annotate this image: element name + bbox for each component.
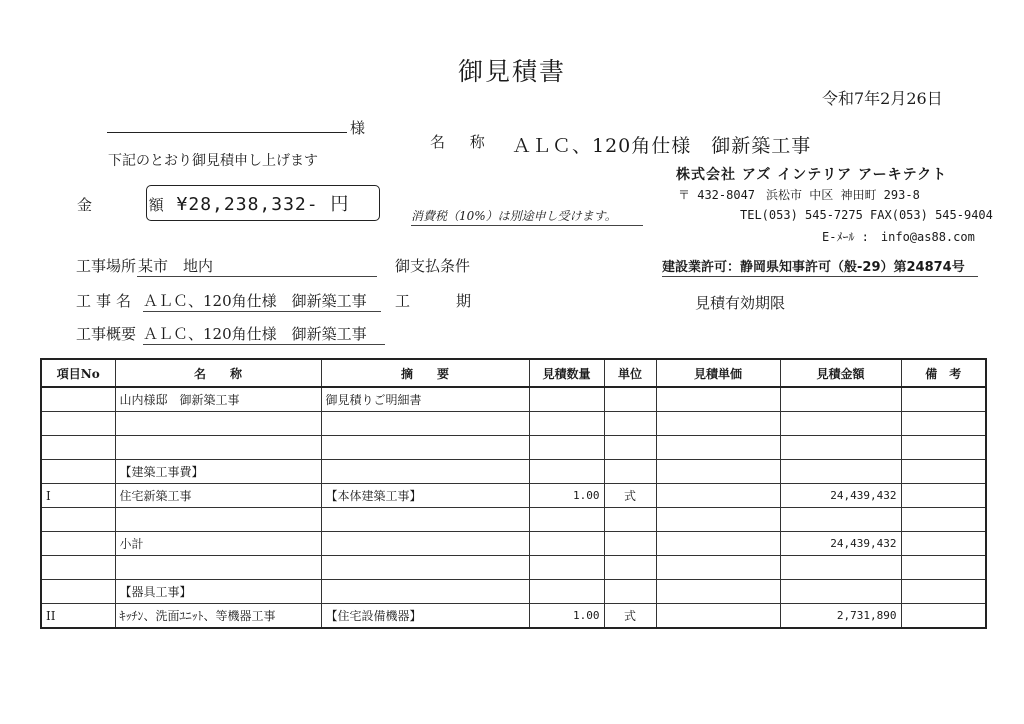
cell-unit — [604, 412, 656, 436]
site-label: 工事場所 — [76, 257, 137, 275]
cell-no — [41, 460, 115, 484]
cell-no — [41, 532, 115, 556]
cell-price — [656, 412, 780, 436]
company-postal: 〒 432-8047 — [678, 188, 756, 202]
cell-name — [115, 412, 321, 436]
work-name-underline — [143, 311, 381, 312]
table-row — [41, 604, 986, 629]
cell-amount: 2,731,890 — [780, 604, 901, 629]
cell-unit — [604, 436, 656, 460]
recipient-suffix: 様 — [350, 119, 366, 137]
table-header-row — [41, 359, 986, 387]
header-desc: 摘 要 — [321, 359, 529, 387]
cell-amount — [780, 580, 901, 604]
cell-name: 住宅新築工事 — [115, 484, 321, 508]
cell-desc — [321, 580, 529, 604]
cell-amount — [780, 436, 901, 460]
header-no: 項目No — [41, 359, 115, 387]
issue-date: 令和7年2月26日 — [822, 89, 943, 108]
license-underline — [662, 276, 978, 277]
cell-no — [41, 412, 115, 436]
cell-unit — [604, 580, 656, 604]
cell-remarks — [901, 484, 986, 508]
table-row — [41, 484, 986, 508]
table-row — [41, 436, 986, 460]
tax-note: 消費税（10%）は別途申し受けます。 — [411, 209, 617, 223]
cell-remarks — [901, 460, 986, 484]
summary-value: ＡＬＣ、120角仕様 御新築工事 — [143, 325, 367, 343]
cell-name — [115, 436, 321, 460]
cell-amount — [780, 508, 901, 532]
construction-license: 建設業許可：静岡県知事許可（般-29）第24874号 — [662, 260, 965, 275]
cell-desc — [321, 436, 529, 460]
validity-label: 見積有効期限 — [695, 294, 786, 312]
project-name: ＡＬＣ、120角仕様 御新築工事 — [512, 135, 812, 157]
document-title: 御見積書 — [457, 57, 566, 86]
period-label: 工期 — [395, 292, 518, 310]
cell-no — [41, 436, 115, 460]
company-telfax: TEL(053) 545-7275 FAX(053) 545-9404 — [740, 208, 993, 222]
header-amount: 見積金額 — [780, 359, 901, 387]
cell-qty — [529, 387, 604, 412]
cell-name: ｷｯﾁﾝ、洗面ﾕﾆｯﾄ、等機器工事 — [115, 604, 321, 629]
cell-amount — [780, 460, 901, 484]
cell-desc: 【住宅設備機器】 — [321, 604, 529, 629]
header-name: 名 称 — [115, 359, 321, 387]
cell-name — [115, 556, 321, 580]
cell-name: 【器具工事】 — [115, 580, 321, 604]
amount-label: 金 額 — [77, 196, 190, 214]
cell-name: 【建築工事費】 — [115, 460, 321, 484]
cell-remarks — [901, 508, 986, 532]
table-row — [41, 387, 986, 412]
cell-desc: 【本体建築工事】 — [321, 484, 529, 508]
cell-desc — [321, 508, 529, 532]
cell-remarks — [901, 580, 986, 604]
cell-remarks — [901, 556, 986, 580]
cell-unit — [604, 460, 656, 484]
cell-remarks — [901, 412, 986, 436]
cell-no — [41, 580, 115, 604]
header-qty: 見積数量 — [529, 359, 604, 387]
table-row — [41, 412, 986, 436]
intro-text: 下記のとおり御見積申し上げます — [108, 153, 318, 169]
cell-no — [41, 508, 115, 532]
table-row — [41, 556, 986, 580]
recipient-underline — [107, 132, 347, 133]
company-address: 浜松市 中区 神田町 293-8 — [766, 188, 920, 202]
summary-underline — [143, 344, 385, 345]
work-name-label: 工事名 — [76, 292, 137, 310]
cell-qty — [529, 580, 604, 604]
cell-unit: 式 — [604, 484, 656, 508]
site-value: 某市 地内 — [138, 257, 214, 275]
cell-amount — [780, 412, 901, 436]
cell-price — [656, 580, 780, 604]
table-row — [41, 532, 986, 556]
cell-remarks — [901, 436, 986, 460]
cell-price — [656, 484, 780, 508]
cell-amount — [780, 556, 901, 580]
cell-qty — [529, 412, 604, 436]
cell-amount — [780, 387, 901, 412]
cell-price — [656, 556, 780, 580]
cell-amount: 24,439,432 — [780, 484, 901, 508]
cell-amount: 24,439,432 — [780, 532, 901, 556]
cell-no: I — [41, 484, 115, 508]
project-name-label: 名 称 — [430, 133, 495, 151]
cell-unit — [604, 387, 656, 412]
cell-desc — [321, 556, 529, 580]
cell-price — [656, 508, 780, 532]
header-remarks: 備 考 — [901, 359, 986, 387]
cell-price — [656, 387, 780, 412]
total-amount: ¥28,238,332- 円 — [146, 185, 380, 221]
cell-remarks — [901, 532, 986, 556]
cell-desc — [321, 412, 529, 436]
cell-no — [41, 387, 115, 412]
cell-unit — [604, 556, 656, 580]
table-row — [41, 508, 986, 532]
cell-qty — [529, 436, 604, 460]
cell-qty — [529, 532, 604, 556]
cell-desc: 御見積りご明細書 — [321, 387, 529, 412]
cell-price — [656, 436, 780, 460]
cell-unit: 式 — [604, 604, 656, 629]
cell-price — [656, 460, 780, 484]
estimate-table — [40, 358, 987, 629]
cell-desc — [321, 460, 529, 484]
cell-no: II — [41, 604, 115, 629]
summary-label: 工事概要 — [76, 325, 137, 343]
cell-qty — [529, 460, 604, 484]
cell-unit — [604, 532, 656, 556]
cell-unit — [604, 508, 656, 532]
cell-qty: 1.00 — [529, 484, 604, 508]
cell-remarks — [901, 604, 986, 629]
cell-name — [115, 508, 321, 532]
cell-remarks — [901, 387, 986, 412]
cell-no — [41, 556, 115, 580]
payment-terms-label: 御支払条件 — [395, 257, 471, 275]
work-name-value: ＡＬＣ、120角仕様 御新築工事 — [143, 292, 367, 310]
table-row — [41, 460, 986, 484]
header-unit: 単位 — [604, 359, 656, 387]
company-name: 株式会社 アズ インテリア アーキテクト — [676, 167, 948, 183]
table-row — [41, 580, 986, 604]
cell-name: 小計 — [115, 532, 321, 556]
cell-price — [656, 532, 780, 556]
cell-qty — [529, 556, 604, 580]
cell-desc — [321, 532, 529, 556]
cell-price — [656, 604, 780, 629]
tax-note-underline — [411, 225, 643, 226]
cell-qty — [529, 508, 604, 532]
company-email: E-ﾒｰﾙ : info@as88.com — [822, 230, 975, 244]
site-underline — [137, 276, 377, 277]
cell-qty: 1.00 — [529, 604, 604, 629]
cell-name: 山内様邸 御新築工事 — [115, 387, 321, 412]
header-price: 見積単価 — [656, 359, 780, 387]
